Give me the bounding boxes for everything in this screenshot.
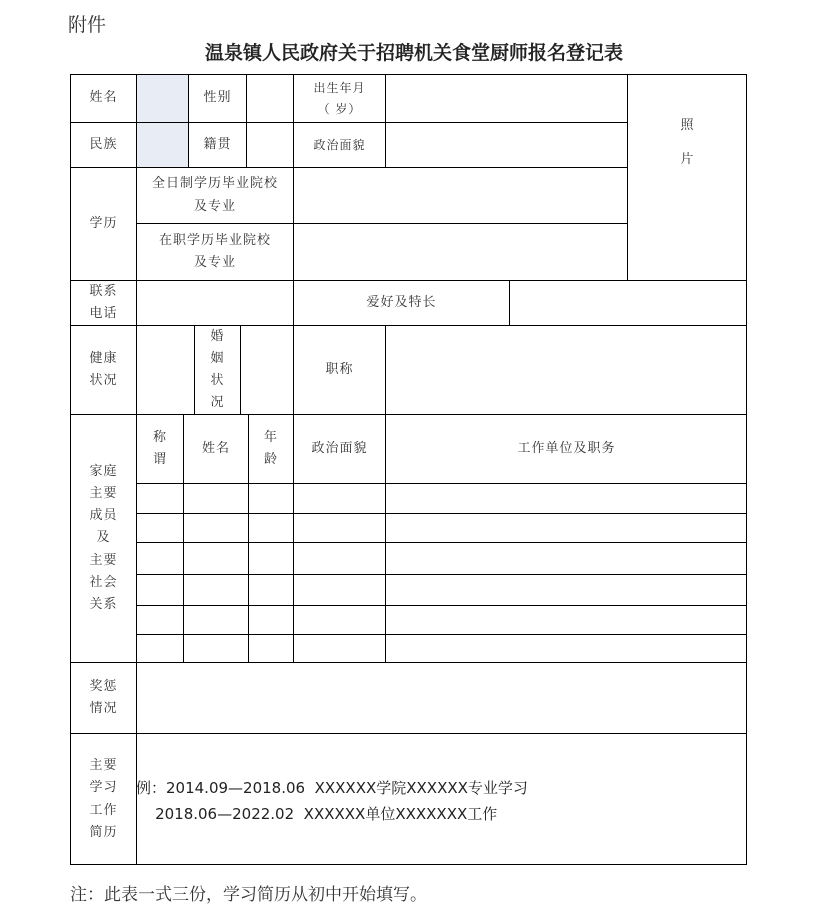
footer-note: 注：此表一式三份，学习简历从初中开始填写。 bbox=[70, 885, 427, 905]
inservice-education-input[interactable] bbox=[294, 224, 627, 280]
native-place-input[interactable] bbox=[247, 124, 293, 167]
registration-form bbox=[70, 74, 747, 865]
education-label: 学历 bbox=[89, 215, 118, 231]
name-label: 姓名 bbox=[89, 90, 118, 106]
resume-example-line: 2018.06—2022.02 XXXXXX单位XXXXXXX工作 bbox=[136, 805, 498, 823]
resume-example-line: 例：2014.09—2018.06 XXXXXX学院XXXXXX专业学习 bbox=[136, 779, 528, 797]
family-col-political: 政治面貌 bbox=[311, 440, 368, 456]
health-label: 健康 状况 bbox=[89, 350, 118, 388]
title-rank-input[interactable] bbox=[386, 326, 747, 414]
marital-status-input[interactable] bbox=[241, 326, 293, 414]
gender-input[interactable] bbox=[247, 76, 293, 122]
birth-date-label: 出生年月 （ 岁） bbox=[313, 81, 366, 116]
family-col-name: 姓名 bbox=[201, 440, 230, 456]
name-input[interactable] bbox=[137, 76, 188, 122]
political-status-input[interactable] bbox=[386, 124, 627, 167]
hobbies-label: 爱好及特长 bbox=[366, 294, 437, 310]
photo-area[interactable]: 照 片 bbox=[680, 118, 695, 168]
ethnicity-input[interactable] bbox=[137, 124, 188, 167]
marital-status-label: 婚 姻 状 况 bbox=[210, 328, 225, 411]
resume-label: 主要 学习 工作 简历 bbox=[89, 758, 118, 840]
hobbies-input[interactable] bbox=[510, 281, 747, 325]
political-status-label: 政治面貌 bbox=[313, 137, 366, 152]
rewards-label: 奖惩 情况 bbox=[89, 678, 118, 716]
fulltime-education-label: 全日制学历毕业院校 及专业 bbox=[151, 176, 278, 214]
title-rank-label: 职称 bbox=[325, 361, 354, 377]
family-col-age: 年 龄 bbox=[263, 429, 278, 467]
phone-label: 联系 电话 bbox=[89, 283, 118, 321]
page-title: 温泉镇人民政府关于招聘机关食堂厨师报名登记表 bbox=[204, 42, 623, 64]
family-col-work: 工作单位及职务 bbox=[517, 440, 616, 456]
rewards-input[interactable] bbox=[137, 663, 747, 733]
ethnicity-label: 民族 bbox=[89, 136, 118, 152]
phone-input[interactable] bbox=[137, 281, 293, 325]
native-place-label: 籍贯 bbox=[203, 136, 232, 152]
attachment-label: 附件 bbox=[68, 14, 107, 36]
fulltime-education-input[interactable] bbox=[294, 168, 627, 223]
health-input[interactable] bbox=[137, 326, 194, 414]
gender-label: 性别 bbox=[203, 90, 232, 106]
inservice-education-label: 在职学历毕业院校 及专业 bbox=[158, 232, 271, 270]
birth-date-input[interactable] bbox=[386, 76, 627, 122]
family-label: 家庭 主要 成员 及 主要 社会 关系 bbox=[89, 464, 118, 612]
family-col-relation: 称 谓 bbox=[152, 429, 167, 467]
